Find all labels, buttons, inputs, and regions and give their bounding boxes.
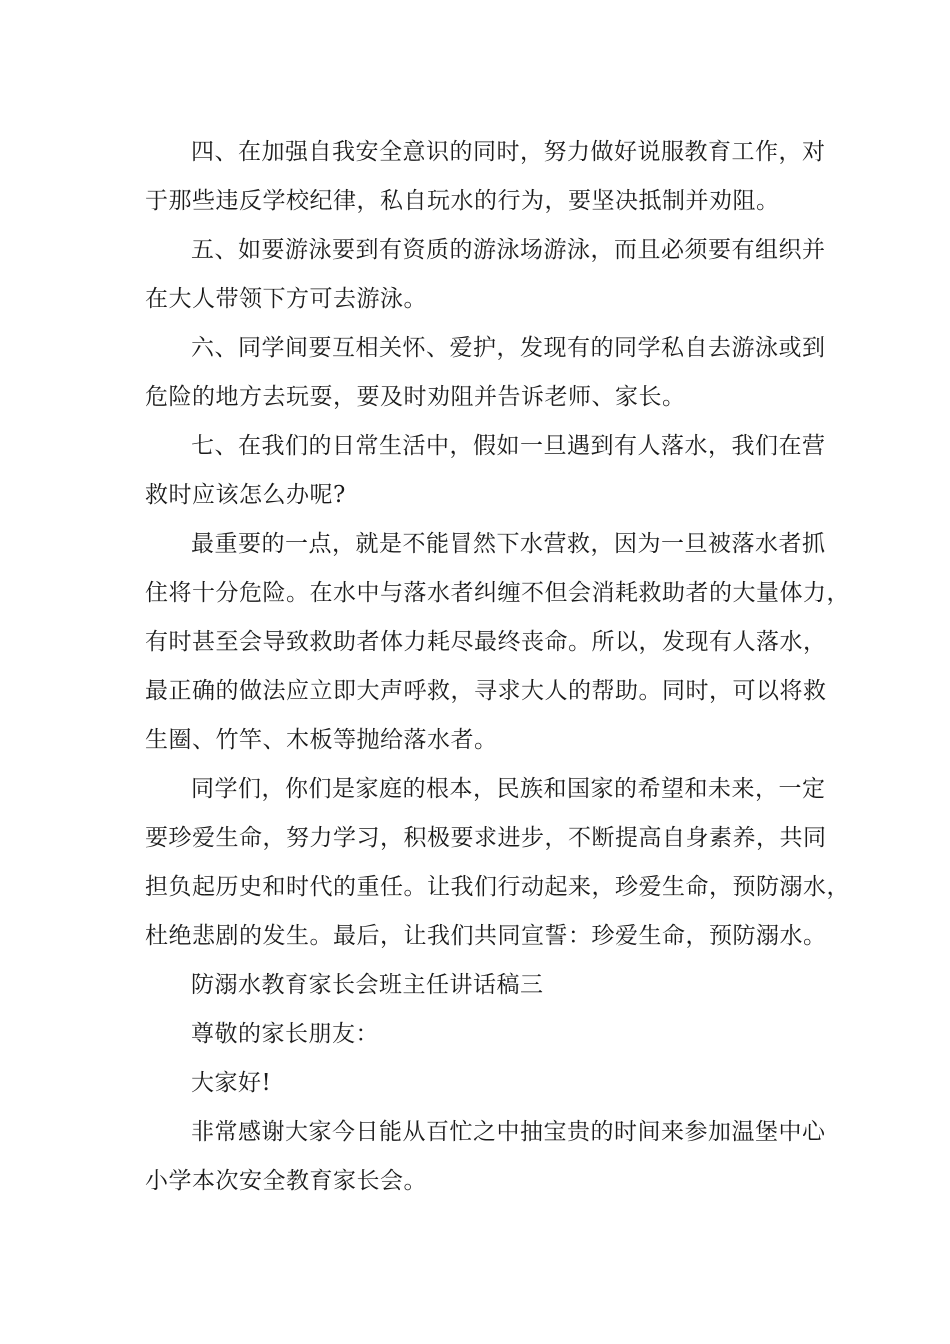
text-line: 危险的地方去玩耍，要及时劝阻并告诉老师、家长。 — [145, 384, 686, 410]
text-line: 尊敬的家长朋友： — [191, 1021, 379, 1047]
text-line: 六、同学间要互相关怀、爱护，发现有的同学私自去游泳或到 — [191, 335, 826, 361]
opening-paragraph — [145, 1108, 826, 1206]
text-line: 救时应该怎么办呢? — [145, 482, 346, 508]
document-body — [145, 128, 850, 1206]
text-line: 担负起历史和时代的重任。让我们行动起来，珍爱生命，预防溺水， — [145, 874, 850, 900]
text-line: 生圈、竹竿、木板等抛给落水者。 — [145, 727, 498, 753]
text-line: 五、如要游泳要到有资质的游泳场游泳，而且必须要有组织并 — [191, 237, 826, 263]
text-line: 大家好! — [191, 1070, 272, 1096]
text-line: 防溺水教育家长会班主任讲话稿三 — [191, 972, 544, 998]
paragraph-item-4 — [145, 128, 826, 226]
paragraph-item-5 — [145, 226, 826, 324]
text-line: 在大人带领下方可去游泳。 — [145, 286, 427, 312]
text-line: 有时甚至会导致救助者体力耗尽最终丧命。所以，发现有人落水， — [145, 629, 827, 655]
closing-paragraph — [145, 765, 850, 961]
text-line: 杜绝悲剧的发生。最后，让我们共同宣誓：珍爱生命，预防溺水。 — [145, 923, 827, 949]
text-line: 住将十分危险。在水中与落水者纠缠不但会消耗救助者的大量体力， — [145, 580, 850, 606]
text-line: 七、在我们的日常生活中，假如一旦遇到有人落水，我们在营 — [191, 433, 826, 459]
text-line: 四、在加强自我安全意识的同时，努力做好说服教育工作，对 — [191, 139, 826, 165]
paragraph-item-6 — [145, 324, 826, 422]
greeting — [145, 1059, 815, 1108]
text-line: 非常感谢大家今日能从百忙之中抽宝贵的时间来参加温堡中心 — [191, 1119, 826, 1145]
rescue-advice-paragraph — [145, 520, 850, 765]
text-line: 最正确的做法应立即大声呼救，寻求大人的帮助。同时，可以将救 — [145, 678, 827, 704]
salutation — [145, 1010, 815, 1059]
section-title — [145, 961, 815, 1010]
text-line: 要珍爱生命，努力学习，积极要求进步，不断提高自身素养，共同 — [145, 825, 827, 851]
text-line: 于那些违反学校纪律，私自玩水的行为，要坚决抵制并劝阻。 — [145, 188, 780, 214]
text-line: 同学们，你们是家庭的根本，民族和国家的希望和未来，一定 — [191, 776, 826, 802]
text-line: 小学本次安全教育家长会。 — [145, 1168, 427, 1194]
text-line: 最重要的一点，就是不能冒然下水营救，因为一旦被落水者抓 — [191, 531, 826, 557]
paragraph-item-7 — [145, 422, 826, 520]
